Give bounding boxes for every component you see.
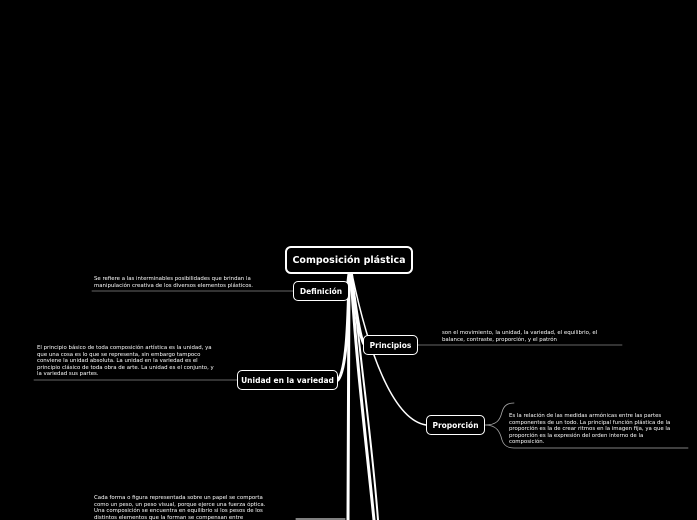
note-principios: son el movimiento, la unidad, la variedad, el equilibrio, el balance, contraste, proporción, y el patrón	[442, 330, 598, 343]
note-proporcion: Es la relación de las medidas armónicas entre las partes componentes de un todo. La principal función plástica de la proporción es la de crear ritmos en la imagen fija, ya que la proporción es la expresión del orden interno de la composición.	[509, 413, 671, 446]
node-proporcion[interactable]: Proporción	[426, 415, 485, 435]
note-equilibrio: Cada forma o figura representada sobre un papel se comporta como un peso, un peso visual, porque ejerce una fuerza óptica. Una composición se encuentra en equilibrio si los pesos de los distintos elementos que la forman se compensan entre	[94, 495, 266, 520]
node-principios[interactable]: Principios	[363, 335, 418, 355]
note-unidad-en-la-variedad: El principio básico de toda composición artística es la unidad, ya que una cosa es lo que se representa, sin embargo tampoco conviene la unidad absoluta. La unidad en la variedad es el principio clásico de toda obra de arte. La unidad es el conjunto, y la variedad sus partes.	[37, 345, 214, 378]
note-definicion: Se refiere a las interminables posibilidades que brindan la manipulación creativa de los diversos elementos plásticos.	[94, 276, 254, 289]
connector-trunk-2	[351, 274, 374, 520]
root-node[interactable]: Composición plástica	[285, 246, 413, 274]
node-unidad-en-la-variedad[interactable]: Unidad en la variedad	[237, 370, 338, 390]
node-definicion[interactable]: Definición	[293, 281, 349, 301]
